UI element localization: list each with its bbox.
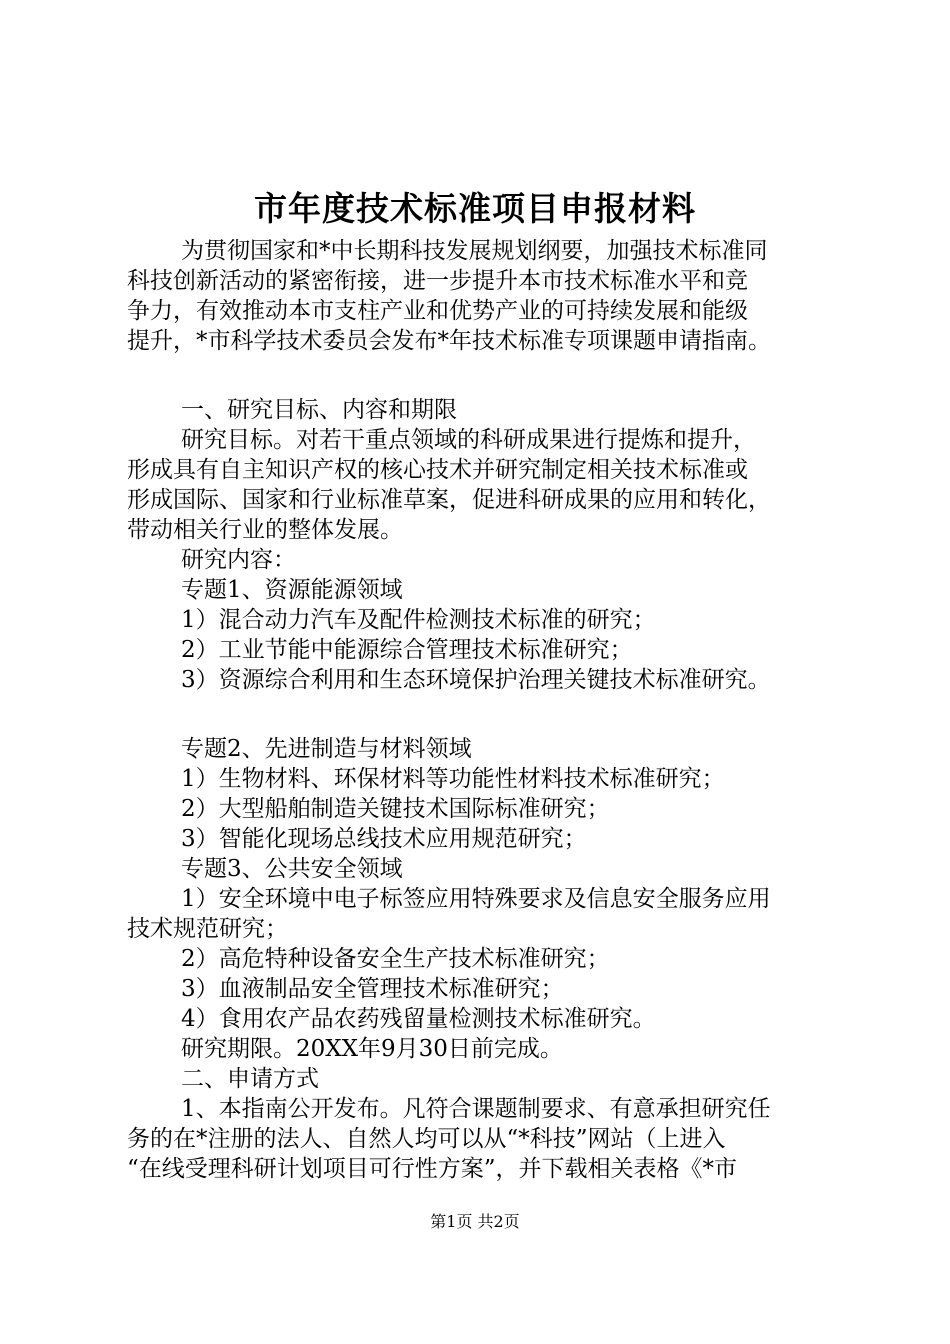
goal-line-2: 形成具有自主知识产权的核心技术并研究制定相关技术标准或 [127,457,748,483]
goal-line-1: 研究目标。对若干重点领域的科研成果进行提炼和提升， [181,427,756,453]
section-heading-apply: 二、申请方式 [181,1066,319,1092]
paragraph-gap [127,695,837,734]
intro-line-2: 科技创新活动的紧密衔接，进一步提升本市技术标准水平和竞 [127,268,748,294]
document-body [127,236,837,1184]
intro-line-1: 为贯彻国家和*中长期科技发展规划纲要，加强技术标准同 [181,238,768,264]
topic3-item-4: 4）食用农产品农药残留量检测技术标准研究。 [181,1006,656,1032]
section-heading-goals: 一、研究目标、内容和期限 [181,397,457,423]
page-title: 市年度技术标准项目申报材料 [254,189,696,228]
topic3-heading: 专题3、公共安全领域 [181,856,403,882]
intro-line-3: 争力，有效推动本市支柱产业和优势产业的可持续发展和能级 [127,298,748,324]
topic1-heading: 专题1、资源能源领域 [181,577,403,603]
apply-line-2: 务的在*注册的法人、自然人均可以从“*科技”网站（上进入 [127,1126,726,1152]
topic1-item-3: 3）资源综合利用和生态环境保护治理关键技术标准研究。 [181,667,771,693]
goal-line-3: 形成国际、国家和行业标准草案，促进科研成果的应用和转化， [127,487,771,513]
topic2-heading: 专题2、先进制造与材料领域 [181,736,472,762]
research-period: 研究期限。20XX年9月30日前完成。 [181,1036,563,1062]
paragraph-gap [127,356,837,395]
topic1-item-2: 2）工业节能中能源综合管理技术标准研究； [181,637,633,663]
topic3-item-3: 3）血液制品安全管理技术标准研究； [181,976,564,1002]
page-footer: 第1页 共2页 [430,1212,520,1231]
topic2-item-1: 1）生物材料、环保材料等功能性材料技术标准研究； [181,766,725,792]
topic3-item-2: 2）高危特种设备安全生产技术标准研究； [181,946,610,972]
apply-line-3: “在线受理科研计划项目可行性方案”，并下载相关表格《*市 [127,1156,738,1182]
topic1-item-1: 1）混合动力汽车及配件检测技术标准的研究； [181,607,656,633]
goal-line-4: 带动相关行业的整体发展。 [127,517,403,543]
topic2-item-2: 2）大型船舶制造关键技术国际标准研究； [181,796,610,822]
intro-line-4: 提升，*市科学技术委员会发布*年技术标准专项课题申请指南。 [127,328,771,354]
topic2-item-3: 3）智能化现场总线技术应用规范研究； [181,826,587,852]
topic3-item-1-line-1: 1）安全环境中电子标签应用特殊要求及信息安全服务应用 [181,886,771,912]
apply-line-1: 1、本指南公开发布。凡符合课题制要求、有意承担研究任 [181,1096,771,1122]
topic3-item-1-line-2: 技术规范研究； [127,916,288,942]
content-label: 研究内容： [181,547,296,573]
